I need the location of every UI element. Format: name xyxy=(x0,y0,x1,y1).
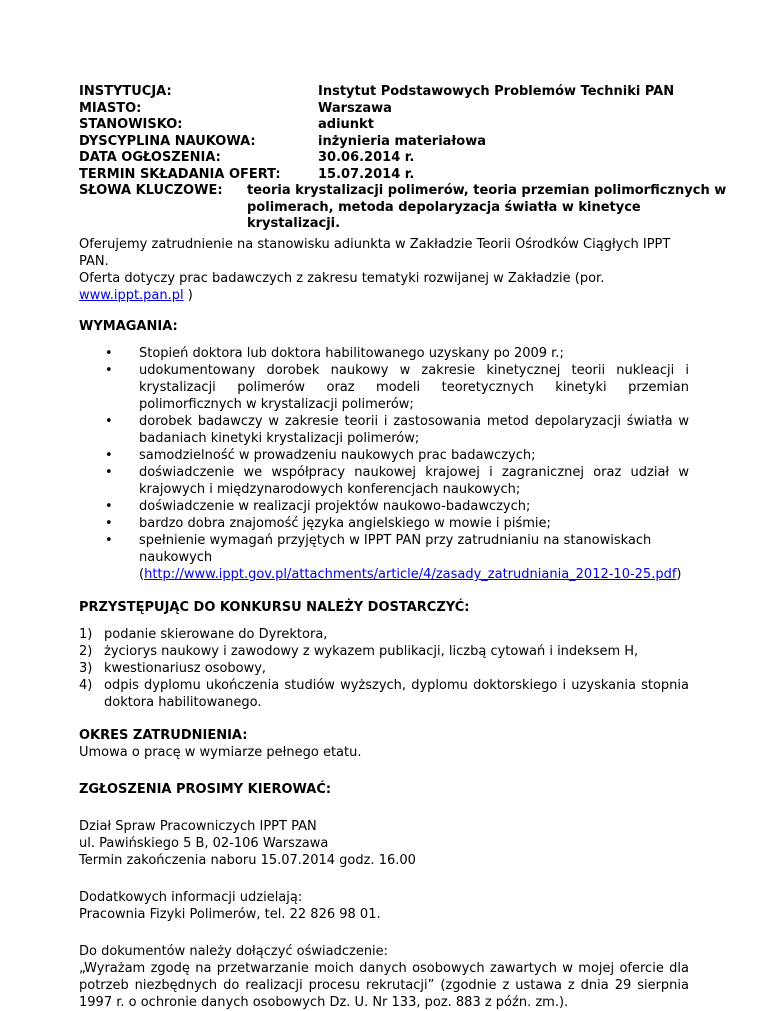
city-row xyxy=(79,101,719,118)
city-value: Warszawa xyxy=(318,100,392,116)
institution-value: Instytut Podstawowych Problemów Techniki PAN xyxy=(318,84,675,99)
city-label: MIASTO: xyxy=(79,100,142,116)
document-text: odpis dyplomu ukończenia studiów wyższych, dyplomu doktorskiego i uzyskania stopnia doktora habilitowanego. xyxy=(104,678,689,710)
document-text: podanie skierowane do Dyrektora, xyxy=(104,627,328,642)
intro-prefix: Oferta dotyczy prac badawczych z zakresu tematyki rozwijanej w Zakładzie (por. xyxy=(79,271,605,286)
requirement-text: Stopień doktora lub doktora habilitowanego uzyskany po 2009 r.; xyxy=(139,346,564,361)
discipline-label: DYSCYPLINA NAUKOWA: xyxy=(79,133,256,149)
bullet-icon: • xyxy=(105,346,113,361)
document-body xyxy=(79,236,689,1011)
discipline-row xyxy=(79,134,719,151)
bullet-icon: • xyxy=(105,499,113,514)
requirement-text: spełnienie wymagań przyjętych w IPPT PAN przy zatrudnianiu na stanowiskach naukowych xyxy=(139,533,652,565)
deadline-row xyxy=(79,167,719,184)
list-item xyxy=(79,345,689,362)
announced-label: DATA OGŁOSZENIA: xyxy=(79,150,221,165)
list-item xyxy=(79,464,689,498)
announced-value: 30.06.2014 r. xyxy=(318,150,415,165)
consent-text: „Wyrażam zgodę na przetwarzanie moich danych osobowych zawartych w mojej ofercie dla potrzeb niezbędnych do realizacji procesu rekrutacji” (zgodnie z ustawa z dnia 29 sierpnia 1997 r. o ochronie danych osobowych Dz. U. Nr 133, poz. 883 z późn. zm.). xyxy=(79,961,689,1010)
announced-row xyxy=(79,150,719,167)
bullet-icon: • xyxy=(105,533,113,548)
discipline-value: inżynieria materiałowa xyxy=(318,133,486,149)
list-item xyxy=(79,447,689,464)
deadline-label: TERMIN SKŁADANIA OFERT: xyxy=(79,166,281,182)
employment-rules-link[interactable]: http://www.ippt.gov.pl/attachments/article/4/zasady_zatrudniania_2012-10-25.pdf xyxy=(144,567,677,582)
info-line-2: Pracownia Fizyki Polimerów, tel. 22 826 98 01. xyxy=(79,907,381,922)
keywords-label: SŁOWA KLUCZOWE: xyxy=(79,183,223,198)
position-row xyxy=(79,117,719,134)
intro-line-1: Oferujemy zatrudnienie na stanowisku adiunkta w Zakładzie Teorii Ośrodków Ciągłych IPPT PAN. xyxy=(79,237,671,269)
requirement-text: bardzo dobra znajomość języka angielskiego w mowie i piśmie; xyxy=(139,516,551,531)
bullet-icon: • xyxy=(105,448,113,463)
requirement-text: samodzielność w prowadzeniu naukowych prac badawczych; xyxy=(139,448,536,463)
info-line-1: Dodatkowych informacji udzielają: xyxy=(79,890,303,905)
requirement-text: doświadczenie we współpracy naukowej krajowej i zagranicznej oraz udział w krajowych i międzynarodowych konferencjach naukowych; xyxy=(139,465,689,497)
applications-line-2: ul. Pawińskiego 5 B, 02-106 Warszawa xyxy=(79,836,329,851)
applications-line-3: Termin zakończenia naboru 15.07.2014 godz. 16.00 xyxy=(79,853,416,868)
documents-heading: PRZYSTĘPUJĄC DO KONKURSU NALEŻY DOSTARCZYĆ: xyxy=(79,600,470,615)
list-item xyxy=(79,413,689,447)
applications-line-1: Dział Spraw Pracowniczych IPPT PAN xyxy=(79,819,317,834)
applications-heading: ZGŁOSZENIA PROSIMY KIEROWAĆ: xyxy=(79,782,332,797)
requirement-text: dorobek badawczy w zakresie teorii i zastosowania metod depolaryzacji światła w badaniach kinetyki krystalizacji polimerów; xyxy=(139,414,689,446)
paren-close: ) xyxy=(676,567,682,582)
requirement-text: doświadczenie w realizacji projektów naukowo-badawczych; xyxy=(139,499,531,514)
requirements-list xyxy=(79,345,689,583)
intro-suffix: ) xyxy=(183,288,193,303)
document-text: kwestionariusz osobowy, xyxy=(104,661,267,676)
institution-label: INSTYTUCJA: xyxy=(79,84,172,99)
document-text: życiorys naukowy i zawodowy z wykazem publikacji, liczbą cytowań i indeksem H, xyxy=(104,644,639,659)
item-number: 4) xyxy=(79,678,93,693)
bullet-icon: • xyxy=(105,465,113,480)
position-value: adiunkt xyxy=(318,117,374,132)
list-item xyxy=(79,515,689,532)
list-item xyxy=(79,643,689,660)
item-number: 1) xyxy=(79,627,93,642)
deadline-value: 15.07.2014 r. xyxy=(318,166,415,182)
documents-list xyxy=(79,626,689,711)
list-item xyxy=(79,677,689,711)
requirements-heading: WYMAGANIA: xyxy=(79,319,178,334)
list-item xyxy=(79,362,689,413)
list-item xyxy=(79,532,689,583)
paren-open: ( xyxy=(139,567,145,582)
requirement-text: udokumentowany dorobek naukowy w zakresie kinetycznej teorii nukleacji i krystalizacji polimerów oraz modeli teoretycznych kinetyki przemian polimorficznych w krystalizacji polimerów; xyxy=(139,363,689,412)
bullet-icon: • xyxy=(105,363,113,378)
list-item xyxy=(79,626,689,643)
item-number: 3) xyxy=(79,661,93,676)
bullet-icon: • xyxy=(105,516,113,531)
position-label: STANOWISKO: xyxy=(79,117,183,132)
institution-row xyxy=(79,84,719,101)
bullet-icon: • xyxy=(105,414,113,429)
employment-text: Umowa o pracę w wymiarze pełnego etatu. xyxy=(79,745,362,760)
keywords-value: teoria krystalizacji polimerów, teoria przemian polimorficznych w polimerach, metoda depolaryzacja światła w kinetyce krystalizacji. xyxy=(247,183,727,231)
item-number: 2) xyxy=(79,644,93,659)
keywords-row xyxy=(79,183,727,231)
list-item xyxy=(79,660,689,677)
ippt-website-link[interactable]: www.ippt.pan.pl xyxy=(79,288,184,303)
job-header xyxy=(79,84,727,231)
employment-heading: OKRES ZATRUDNIENIA: xyxy=(79,728,248,743)
list-item xyxy=(79,498,689,515)
intro-line-2 xyxy=(79,270,689,304)
consent-line-1: Do dokumentów należy dołączyć oświadczenie: xyxy=(79,944,389,959)
